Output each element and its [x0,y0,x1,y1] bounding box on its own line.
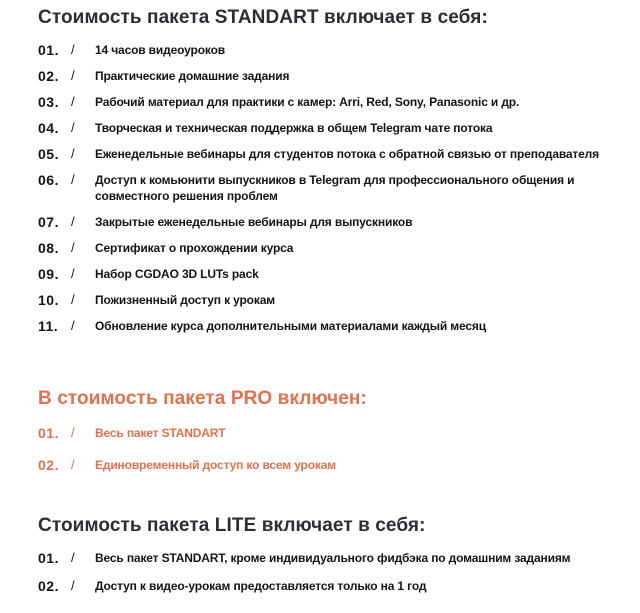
item-number: 08. [38,240,59,256]
list-item [38,172,620,204]
item-text: Доступ к комьюнити выпускников в Telegram для профессионального общения и совместного решения проблем [95,173,575,203]
slash-separator: / [71,68,75,83]
item-text: Практические домашние задания [95,69,290,83]
item-number: 02. [38,457,59,473]
list-item [38,68,620,84]
item-number: 07. [38,214,59,230]
list-item [38,550,620,566]
slash-separator: / [71,214,75,229]
item-text: Рабочий материал для практики с камер: Arri, Red, Sony, Panasonic и др. [95,95,520,109]
list-item [38,120,620,136]
item-text: Доступ к видео-урокам предоставляется только на 1 год [95,579,427,593]
section-standart [38,7,620,334]
item-number: 02. [38,68,59,84]
slash-separator: / [71,292,75,307]
item-number: 05. [38,146,59,162]
item-text: Пожизненный доступ к урокам [95,293,275,307]
item-text: Весь пакет STANDART, кроме индивидуального фидбэка по домашним заданиям [95,551,571,565]
item-text: Творческая и техническая поддержка в общем Telegram чате потока [95,121,493,135]
pro-items-list [38,425,620,473]
item-number: 01. [38,550,59,566]
item-number: 09. [38,266,59,282]
item-text: Весь пакет STANDART [95,426,226,440]
item-text: Набор CGDAO 3D LUTs pack [95,267,259,281]
standart-heading: Стоимость пакета STANDART включает в себя: [38,7,488,28]
slash-separator: / [71,240,75,255]
list-item [38,240,620,256]
list-item [38,578,620,594]
lite-heading: Стоимость пакета LITE включает в себя: [38,515,426,536]
item-text: Единовременный доступ ко всем урокам [95,458,337,472]
slash-separator: / [71,578,75,593]
list-item [38,94,620,110]
slash-separator: / [71,318,75,333]
list-item [38,318,620,334]
item-number: 03. [38,94,59,110]
item-text: Обновление курса дополнительными материалами каждый месяц [95,319,486,333]
slash-separator: / [71,146,75,161]
standart-items-list [38,42,620,334]
slash-separator: / [71,550,75,565]
item-text: Закрытые еженедельные вебинары для выпускников [95,215,413,229]
list-item [38,457,620,473]
slash-separator: / [71,425,75,440]
section-pro [38,388,620,473]
item-number: 06. [38,172,59,188]
item-number: 01. [38,425,59,441]
item-text: 14 часов видеоуроков [95,43,225,57]
section-lite [38,515,620,594]
lite-items-list [38,550,620,594]
item-number: 11. [38,318,59,334]
list-item [38,42,620,58]
list-item [38,292,620,308]
item-text: Сертификат о прохождении курса [95,241,294,255]
slash-separator: / [71,42,75,57]
slash-separator: / [71,266,75,281]
slash-separator: / [71,94,75,109]
slash-separator: / [71,120,75,135]
list-item [38,214,620,230]
item-text: Еженедельные вебинары для студентов потока с обратной связью от преподавателя [95,147,600,161]
pro-heading: В стоимость пакета PRO включен: [38,388,367,409]
item-number: 02. [38,578,59,594]
slash-separator: / [71,457,75,472]
slash-separator: / [71,172,75,187]
list-item [38,266,620,282]
item-number: 01. [38,42,59,58]
list-item [38,146,620,162]
list-item [38,425,620,441]
item-number: 10. [38,292,59,308]
item-number: 04. [38,120,59,136]
